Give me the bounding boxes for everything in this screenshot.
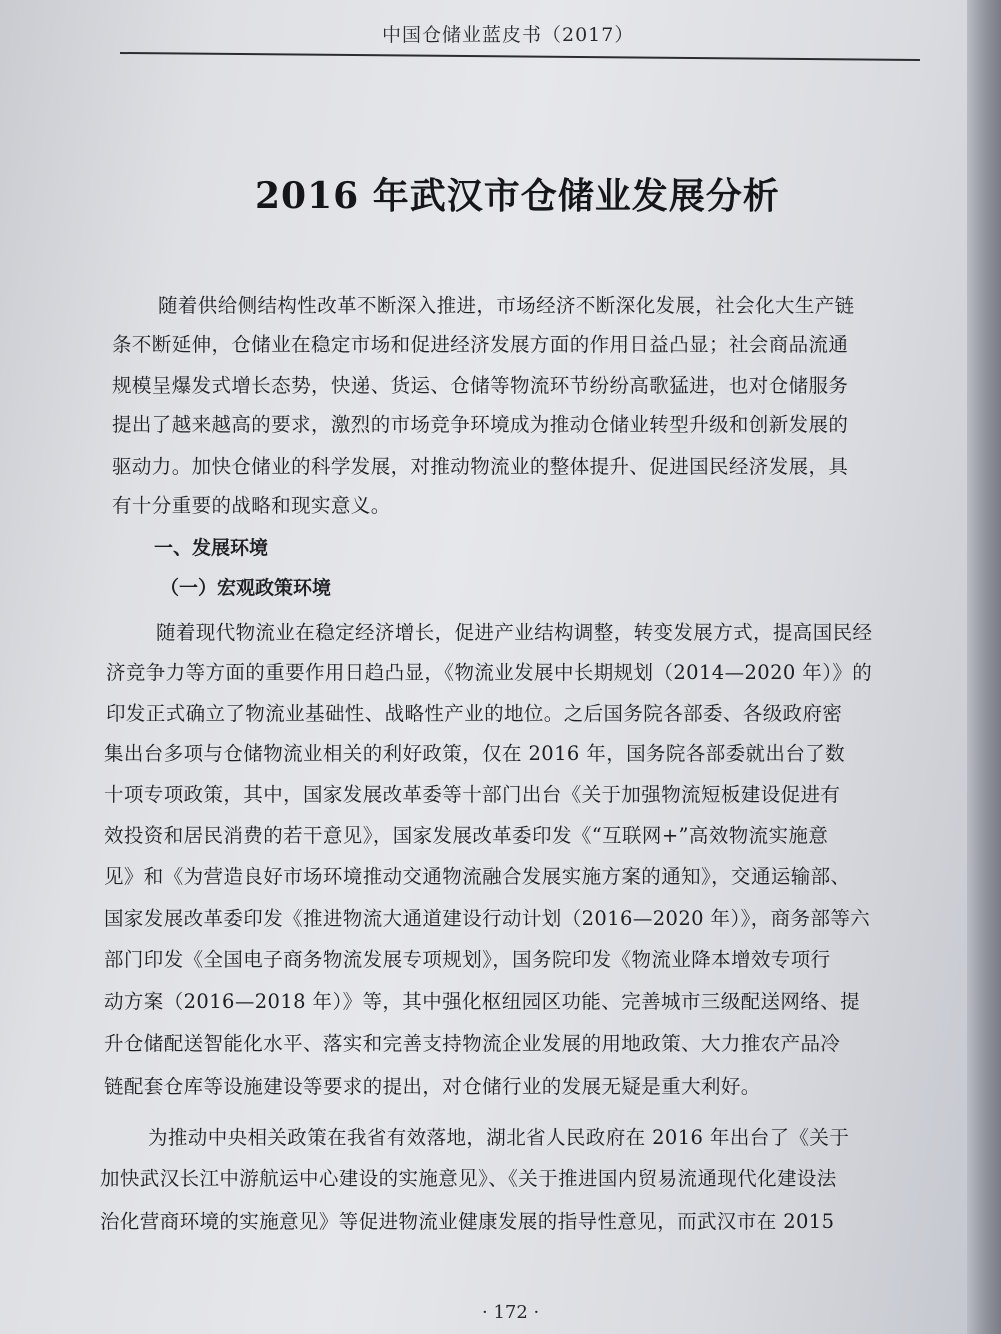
intro-line: 随着供给侧结构性改革不断深入推进，市场经济不断深化发展，社会化大生产链 [158,294,855,317]
body-line: 效投资和居民消费的若干意见》，国家发展改革委印发《“互联网+”高效物流实施意 [104,824,829,847]
intro-line: 条不断延伸，仓储业在稳定市场和促进经济发展方面的作用日益凸显；社会商品流通 [112,333,849,356]
body-line: 治化营商环境的实施意见》等促进物流业健康发展的指导性意见，而武汉市在 2015 [100,1210,835,1233]
intro-line: 规模呈爆发式增长态势，快递、货运、仓储等物流环节纷纷高歌猛进，也对仓储服务 [112,374,849,397]
body-line: 集出台多项与仓储物流业相关的利好政策，仅在 2016 年，国务院各部委就出台了数 [104,742,846,765]
running-header: 中国仓储业蓝皮书（2017） [382,24,635,46]
show-through-text [190,78,586,104]
intro-line: 提出了越来越高的要求，激烈的市场竞争环境成为推动仓储业转型升级和创新发展的 [112,413,849,436]
intro-line: 驱动力。加快仓储业的科学发展，对推动物流业的整体提升、促进国民经济发展，具 [112,455,849,478]
body-line: 济竞争力等方面的重要作用日趋凸显，《物流业发展中长期规划（2014—2020 年）》的 [106,661,873,684]
body-line: 链配套仓库等设施建设等要求的提出，对仓储行业的发展无疑是重大利好。 [104,1075,761,1098]
subsection-heading: （一）宏观政策环境 [160,577,332,599]
intro-line: 有十分重要的战略和现实意义。 [112,494,391,517]
body-line: 十项专项政策，其中，国家发展改革委等十部门出台《关于加强物流短板建设促进有 [104,783,841,806]
body-line: 随着现代物流业在稳定经济增长，促进产业结构调整，转变发展方式，提高国民经 [156,621,873,644]
body-line: 印发正式确立了物流业基础性、战略性产业的地位。之后国务院各部委、各级政府密 [106,702,843,725]
section-heading: 一、发展环境 [154,537,269,559]
body-line: 升仓储配送智能化水平、落实和完善支持物流企业发展的用地政策、大力推农产品冷 [104,1032,841,1055]
body-line: 部门印发《全国电子商务物流发展专项规划》，国务院印发《物流业降本增效专项行 [104,948,831,971]
body-line: 为推动中央相关政策在我省有效落地，湖北省人民政府在 2016 年出台了《关于 [148,1126,850,1149]
header-rule [120,52,920,61]
body-line: 动方案（2016—2018 年）》等，其中强化枢纽园区功能、完善城市三级配送网络、提 [104,990,861,1013]
body-line: 见》和《为营造良好市场环境推动交通物流融合发展实施方案的通知》，交通运输部、 [104,865,851,888]
page-edge-shadow [967,0,1001,1334]
article-title: 2016 年武汉市仓储业发展分析 [255,175,780,217]
page-number: · 172 · [482,1302,540,1323]
body-line: 国家发展改革委印发《推进物流大通道建设行动计划（2016—2020 年）》，商务部等六 [104,907,871,930]
body-line: 加快武汉长江中游航运中心建设的实施意见》、《关于推进国内贸易流通现代化建设法 [100,1167,837,1190]
